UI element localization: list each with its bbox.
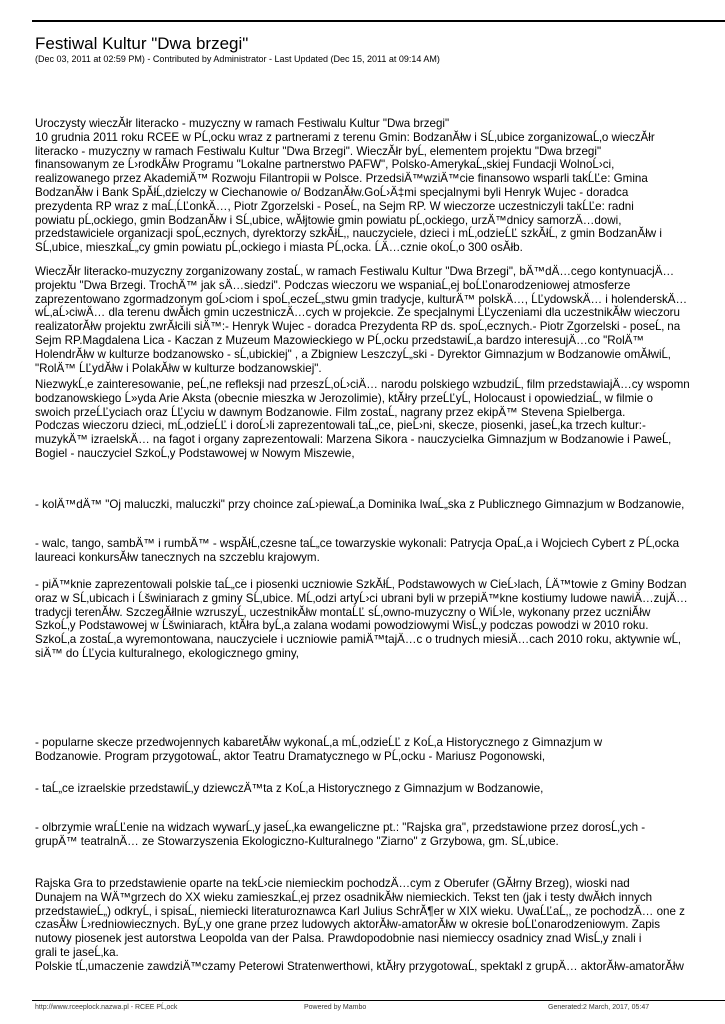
article-paragraph — [35, 736, 602, 764]
footer-rule — [32, 1000, 725, 1001]
paragraph-line: "RolÄ™ ĹĽydĂłw i PolakĂłw w kulturze bodzanowskiej". — [35, 361, 322, 375]
paragraph-line: 10 grudnia 2011 roku RCEE w PĹ‚ocku wraz z partnerami z terenu Gmin: BodzanĂłw i SĹ‚ubice zorganizowaĹ‚o wieczĂłr — [35, 130, 655, 144]
paragraph-line: Uroczysty wieczĂłr literacko - muzyczny w ramach Festiwalu Kultur "Dwa brzegi" — [35, 117, 450, 130]
paragraph-line: Dunajem na WÄ™grzech do XX wieku zamieszkaĹ‚ej przez osadnikĂłw niemieckich. Tekst ten (jak i testy dwĂłch innych — [35, 890, 653, 904]
article-paragraph — [35, 265, 687, 375]
paragraph-line: bodzanowskiego Ĺ»yda Arie Aksta (obecnie mieszka w Jerozolimie), ktĂłry przeĹĽyĹ‚ Holocaust i opowiedziaĹ‚ w filmie o — [35, 391, 653, 405]
paragraph-line: SzkoĹ‚a zostaĹ‚a wyremontowana, nauczyciele i uczniowie pamiÄ™tajÄ…c o trudnych miesiÄ…cach 2010 roku, aktywnie wĹ‚ — [35, 633, 681, 647]
paragraph-line: BodzanĂłw i Bank SpĂłĹ‚dzielczy w Ciechanowie o/ BodzanĂłw.GoĹ›Ä‡mi specjalnymi byli Henryk Wujec - doradca — [35, 185, 629, 199]
paragraph-line: - olbrzymie wraĹĽenie na widzach wywarĹ‚y jaseĹ‚ka ewangeliczne pt.: "Rajska gra", przedstawione przez dorosĹ‚ych - — [35, 821, 646, 834]
paragraph-line: przedstawieĹ„) odkryĹ‚ i spisaĹ‚ niemiecki literaturoznawca Karl Julius SchrĂ¶er w XIX wieku. UwaĹĽaĹ‚, ze pochodzÄ… one z — [35, 904, 685, 918]
top-rule — [32, 20, 725, 22]
article-paragraph — [35, 782, 543, 796]
paragraph-line: wĹ‚aĹ›ciwÄ… dla terenu dwĂłch gmin uczestniczÄ…cych w projekcie. Ze specjalnymi ĹĽyczeniami dla uczestnikĂłw wieczoru — [35, 306, 680, 320]
article-paragraph — [35, 378, 690, 461]
paragraph-line: projektu "Dwa Brzegi. TrochÄ™ jak sÄ…siedzi". Podczas wieczoru we wspaniaĹ‚ej boĹĽonarodzeniowej atmosferze — [35, 278, 631, 292]
paragraph-line: SzkoĹ‚y Podstawowej w Ĺšwiniarach, ktĂłra byĹ‚a zalana wodami powodziowymi WisĹ‚y podczas powodzi w 2010 roku. — [35, 619, 649, 633]
paragraph-line: SĹ‚ubice, mieszkaĹ„cy gmin powiatu pĹ‚ockiego i miasta PĹ‚ocka. ĹÄ…cznie okoĹ‚o 300 osĂłb. — [35, 241, 523, 255]
article-meta: (Dec 03, 2011 at 02:59 PM) - Contributed by Administrator - Last Updated (Dec 15, 2011 at 09:14 AM) — [35, 54, 440, 64]
footer-site-link[interactable]: http://www.rceeplock.nazwa.pl - RCEE PĹ‚ock — [35, 1004, 178, 1011]
article-paragraph — [35, 821, 645, 849]
paragraph-line: literacko - muzyczny w ramach Festiwalu Kultur "Dwa Brzegi". WieczĂłr byĹ‚ elementem projektu "Dwa brzegi" — [35, 144, 602, 158]
paragraph-line: prezydenta RP wraz z maĹ‚ĹĽonkÄ…, Piotr Zgorzelski - PoseĹ‚ na Sejm RP. W wieczorze uczestniczyli takĹĽe: radni — [35, 199, 634, 213]
paragraph-line: laureaci konkursĂłw tanecznych na szczeblu krajowym. — [35, 550, 320, 564]
paragraph-line: nutowy piosenek jest autorstwa Leopolda van der Palsa. Prawdopodobnie nasi niemieccy osadnicy znad WisĹ‚y znali i — [35, 932, 642, 946]
paragraph-line: - kolÄ™dÄ™ "Oj maluczki, maluczki" przy choince zaĹ›piewaĹ‚a Dominika IwaĹ„ska z Publicznego Gimnazjum w Bodzanowie, — [35, 498, 685, 511]
paragraph-line: Polskie tĹ‚umaczenie zawdziÄ™czamy Peterowi Stratenwerthowi, ktĂłry przygotowaĹ‚ spektakl z grupÄ… aktorĂłw-amatorĂłw — [35, 959, 684, 973]
paragraph-line: realizowanego przez AkademiÄ™ Rozwoju Filantropii w Polsce. PrzedsiÄ™wziÄ™cie finansowo wsparli takĹĽe: Gmina — [35, 172, 648, 186]
paragraph-line: muzykÄ™ izraelskÄ… na fagot i organy zaprezentowali: Marzena Sikora - nauczycielka Gimnazjum w Bodzanowie i PaweĹ‚ — [35, 433, 671, 447]
paragraph-line: Bodzanowie. Program przygotowaĹ‚ aktor Teatru Dramatycznego w PĹ‚ocku - Mariusz Pogonowski, — [35, 749, 546, 763]
paragraph-line: siÄ™ do ĹĽycia kulturalnego, ekologicznego gminy, — [35, 646, 300, 660]
paragraph-line: - taĹ„ce izraelskie przedstawiĹ‚y dziewczÄ™ta z KoĹ‚a Historycznego z Gimnazjum w Bodzanowie, — [35, 782, 544, 795]
footer-powered-by: Powered by Mambo — [304, 1004, 367, 1011]
paragraph-line: oraz w SĹ‚ubicach i Ĺšwiniarach z gminy SĹ‚ubice. MĹ‚odzi artyĹ›ci ubrani byli w przepiÄ™kne kostiumy ludowe nawiÄ…zujÄ… — [35, 591, 688, 605]
paragraph-line: WieczĂłr literacko-muzyczny zorganizowany zostaĹ‚ w ramach Festiwalu Kultur "Dwa Brzegi", bÄ™dÄ…cego kontynuacjÄ… — [35, 265, 675, 278]
article-title: Festiwal Kultur "Dwa brzegi" — [35, 34, 249, 53]
paragraph-line: grupÄ™ teatralnÄ… ze Stowarzyszenia Ekologiczno-Kulturalnego "Ziarno" z Grzybowa, gm. SĹ‚ubice. — [35, 834, 559, 848]
paragraph-line: realizatorĂłw projektu zwrĂłcili siÄ™:- Henryk Wujec - doradca Prezydenta RP ds. spoĹ‚ecznych.- Piotr Zgorzelski - poseĹ‚ na — [35, 320, 681, 334]
paragraph-line: finansowanym ze Ĺ›rodkĂłw Programu "Lokalne partnerstwo PAFW", Polsko-AmerykaĹ„skiej Fundacji WolnoĹ›ci, — [35, 158, 615, 172]
paragraph-line: powiatu pĹ‚ockiego, gmin BodzanĂłw i SĹ‚ubice, wĂłjtowie gmin powiatu pĹ‚ockiego, urzÄ™dnicy samorzÄ…dowi, — [35, 213, 622, 227]
paragraph-line: zaprezentowano zgormadzonym goĹ›ciom i spoĹ‚eczeĹ„stwu gmin tradycje, kulturÄ™ polskÄ…, ĹĽydowskÄ… i holenderskÄ… — [35, 292, 688, 306]
paragraph-line: grali te jaseĹ‚ka. — [35, 945, 119, 959]
paragraph-line: swoich przeĹĽyciach oraz ĹĽyciu w dawnym Bodzanowie. Film zostaĹ‚ nagrany przez ekipÄ™ Stevena Spielberga. — [35, 405, 626, 419]
paragraph-line: - piÄ™knie zaprezentowali polskie taĹ„ce i piosenki uczniowie SzkĂłĹ‚ Podstawowych w CieĹ›lach, ĹÄ™towie z Gminy Bodzan — [35, 578, 687, 591]
article-paragraph — [35, 117, 662, 255]
article-paragraph — [35, 578, 688, 661]
paragraph-line: Podczas wieczoru dzieci, mĹ‚odzieĹĽ i doroĹ›li zaprezentowali taĹ„ce, pieĹ›ni, skecze, piosenki, jaseĹ‚ka trzech kultur:- — [35, 419, 646, 433]
paragraph-line: NiezwykĹ‚e zainteresowanie, peĹ‚ne refleksji nad przeszĹ‚oĹ›ciÄ… narodu polskiego wzbudziĹ‚ film przedstawiajÄ…cy wspomn — [35, 378, 690, 391]
paragraph-line: - popularne skecze przedwojennych kabaretĂłw wykonaĹ‚a mĹ‚odzieĹĽ z KoĹ‚a Historycznego z Gimnazjum w — [35, 736, 603, 749]
paragraph-line: Rajska Gra to przedstawienie oparte na tekĹ›cie niemieckim pochodzÄ…cym z Oberufer (GĂłrny Brzeg), wioski nad — [35, 877, 630, 890]
paragraph-line: przedstawiciele organizacji spoĹ‚ecznych, dyrektorzy szkĂłĹ‚, nauczyciele, dzieci i mĹ‚odzieĹĽ szkĂłĹ‚ z gmin BodzanĂłw i — [35, 227, 662, 241]
paragraph-line: Bogiel - nauczyciel SzkoĹ‚y Podstawowej w Nowym Miszewie, — [35, 446, 355, 460]
article-paragraph — [35, 877, 685, 974]
article-paragraph — [35, 537, 679, 565]
footer-generated: Generated:2 March, 2017, 05:47 — [548, 1004, 650, 1011]
paragraph-line: tradycji terenĂłw. SzczegĂłlnie wzruszyĹ‚ uczestnikĂłw montaĹĽ sĹ‚owno-muzyczny o WiĹ›le, wykonany przez uczniĂłw — [35, 605, 651, 619]
paragraph-line: czasĂłw Ĺ›redniowiecznych. ByĹ‚y one grane przez ludowych aktorĂłw-amatorĂłw w okresie boĹĽonarodzeniowym. Zapis — [35, 918, 661, 932]
paragraph-line: HolendrĂłw w kulturze bodzanowsko - sĹ‚ubickiej" , a Zbigniew LeszczyĹ„ski - Dyrektor Gimnazjum w Bodzanowie omĂłwiĹ‚ — [35, 347, 671, 361]
paragraph-line: Sejm RP.Magdalena Lica - Kaczan z Muzeum Mazowieckiego w PĹ‚ocku przedstawiĹ‚a bardzo interesujÄ…co "RolÄ™ — [35, 333, 644, 347]
article-paragraph — [35, 498, 684, 512]
paragraph-line: - walc, tango, sambÄ™ i rumbÄ™ - wspĂłĹ‚czesne taĹ„ce towarzyskie wykonali: Patrycja OpaĹ‚a i Wojciech Cybert z PĹ‚ocka — [35, 537, 680, 550]
